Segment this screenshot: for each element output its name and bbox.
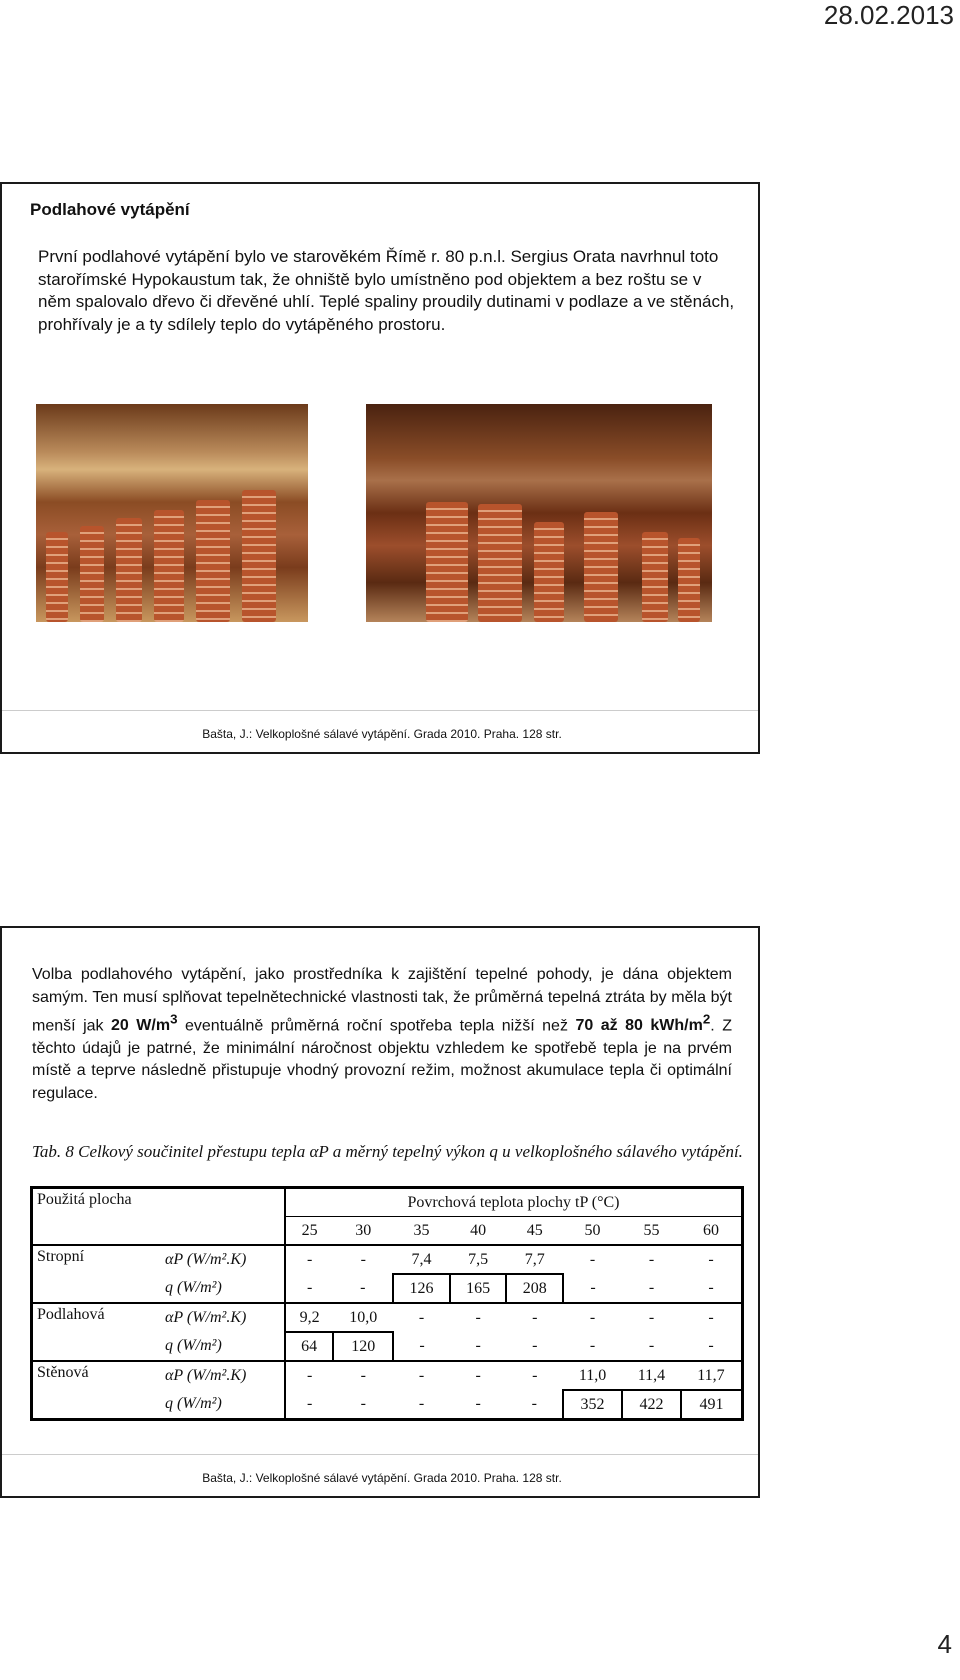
document-date: 28.02.2013 [823,0,954,30]
temperature-header: 45 [526,1221,543,1239]
surface-name: Stěnová [32,1361,162,1420]
table-cell: - [450,1303,507,1332]
table-cell: - [306,1279,313,1296]
heat-transfer-table [30,1186,744,1421]
table-cell: - [419,1337,425,1354]
table-cell: - [648,1337,655,1354]
hypocaust-photo-right [366,404,712,622]
table-row [32,1245,743,1274]
table-cell: 165 [450,1274,507,1303]
table-cell: 126 [393,1274,450,1303]
slide-paragraph: Volba podlahového vytápění, jako prostředníka k zajištění tepelné pohody, je dána objektem samým. Ten musí splňovat tepelnětechnické vlastnosti tak, že průměrná tepelná ztráta by měla být menší jak 20 $W/m^3$ eventuálně průměrná roční spotřeba tepla nižší než 70 až 80 kWh/$m^2$. Z těchto údajů je patrné, že minimální náročnost objektu vzhledem ke spotřebě tepla je na prvém místě a teprve následně přistupuje vhodný provozní režim, možnost akumulace tepla či optimální regulace. [32,966,732,1102]
table-cell: - [285,1361,333,1390]
table-cell: 491 [681,1390,743,1420]
table-cell: 7,4 [393,1245,450,1274]
footer-divider [2,710,758,711]
unit-q: q (W/m²) [161,1274,285,1303]
table-cell: 7,7 [506,1245,563,1274]
slide-footer: Bašta, J.: Velkoplošné sálavé vytápění. Grada 2010. Praha. 128 str. [202,1471,562,1485]
table-cell: - [708,1279,714,1296]
table-cell: - [360,1395,366,1412]
slide-title: Podlahové vytápění [30,200,190,219]
unit-q: q (W/m²) [161,1332,285,1361]
table-cell: 64 [285,1332,333,1361]
table-cell: - [475,1337,481,1354]
table-cell: - [648,1279,655,1296]
table-cell: 9,2 [285,1303,333,1332]
table-cell: - [360,1279,366,1296]
table-cell: - [563,1245,622,1274]
table-header-temperature: Povrchová teplota plochy tP (°C) [285,1188,743,1217]
table-cell: - [622,1303,681,1332]
slide-hypocaust [0,182,760,754]
table-cell: - [333,1361,393,1390]
temperature-header: 55 [643,1221,660,1239]
table-cell: 11,0 [563,1361,622,1390]
unit-alpha: αP (W/m².K) [161,1361,285,1390]
temperature-header: 25 [301,1221,318,1239]
table-header-surface: Použitá plocha [32,1188,286,1246]
unit-alpha: αP (W/m².K) [161,1245,285,1274]
temperature-header: 40 [470,1221,487,1239]
table-cell: - [418,1395,425,1412]
unit-q: q (W/m²) [161,1390,285,1420]
table-cell: - [393,1361,450,1390]
table-cell: - [590,1279,596,1296]
hypocaust-photo-left [36,404,308,622]
surface-name: Stropní [32,1245,162,1303]
table-cell: - [563,1303,622,1332]
unit-alpha: αP (W/m².K) [161,1303,285,1332]
page-number: 4 [937,1629,952,1659]
temperature-header: 50 [584,1221,601,1239]
table-cell: - [532,1337,538,1354]
table-row [32,1303,743,1332]
temperature-header: 35 [413,1221,430,1239]
footer-divider [2,1454,758,1455]
surface-name: Podlahová [32,1303,162,1361]
table-cell: - [306,1395,313,1412]
table-cell: 422 [622,1390,681,1420]
table-cell: - [333,1245,393,1274]
table-cell: - [506,1303,563,1332]
temperature-header: 30 [355,1221,372,1239]
table-cell: 120 [333,1332,393,1361]
table-cell: - [708,1337,714,1354]
table-cell: - [622,1245,681,1274]
table-cell: 7,5 [450,1245,507,1274]
table-cell: - [531,1395,537,1412]
table-caption: Tab. 8 Celkový součinitel přestupu tepla αP a měrný tepelný výkon q u velkoplošného sálavého vytápění. [32,1142,743,1161]
slide-floor-heating [0,926,760,1498]
table-cell: 11,7 [681,1361,743,1390]
slide-paragraph: První podlahové vytápění bylo ve starověkém Římě r. 80 p.n.l. Sergius Orata navrhnul toto starořímské Hypokaustum tak, že ohniště bylo umístněno pod objektem a bez roštu se v něm spalovalo dřevo či dřevěné uhlí. Teplé spaliny proudily dutinami v podlaze a ve stěnách, prohřívaly je a ty sdílely teplo do vytápěného prostoru. [38,247,735,334]
table-cell: 11,4 [622,1361,681,1390]
table-cell: - [475,1395,481,1412]
table-cell: - [589,1337,596,1354]
table-cell: - [681,1245,743,1274]
table-cell: 10,0 [333,1303,393,1332]
table-cell: 352 [563,1390,622,1420]
table-cell: - [285,1245,333,1274]
table-cell: 208 [506,1274,563,1303]
table-cell: - [506,1361,563,1390]
table-cell: - [450,1361,507,1390]
temperature-header: 60 [702,1221,719,1239]
table-row [32,1361,743,1390]
table-cell: - [393,1303,450,1332]
slide-footer: Bašta, J.: Velkoplošné sálavé vytápění. Grada 2010. Praha. 128 str. [202,727,562,741]
table-cell: - [681,1303,743,1332]
